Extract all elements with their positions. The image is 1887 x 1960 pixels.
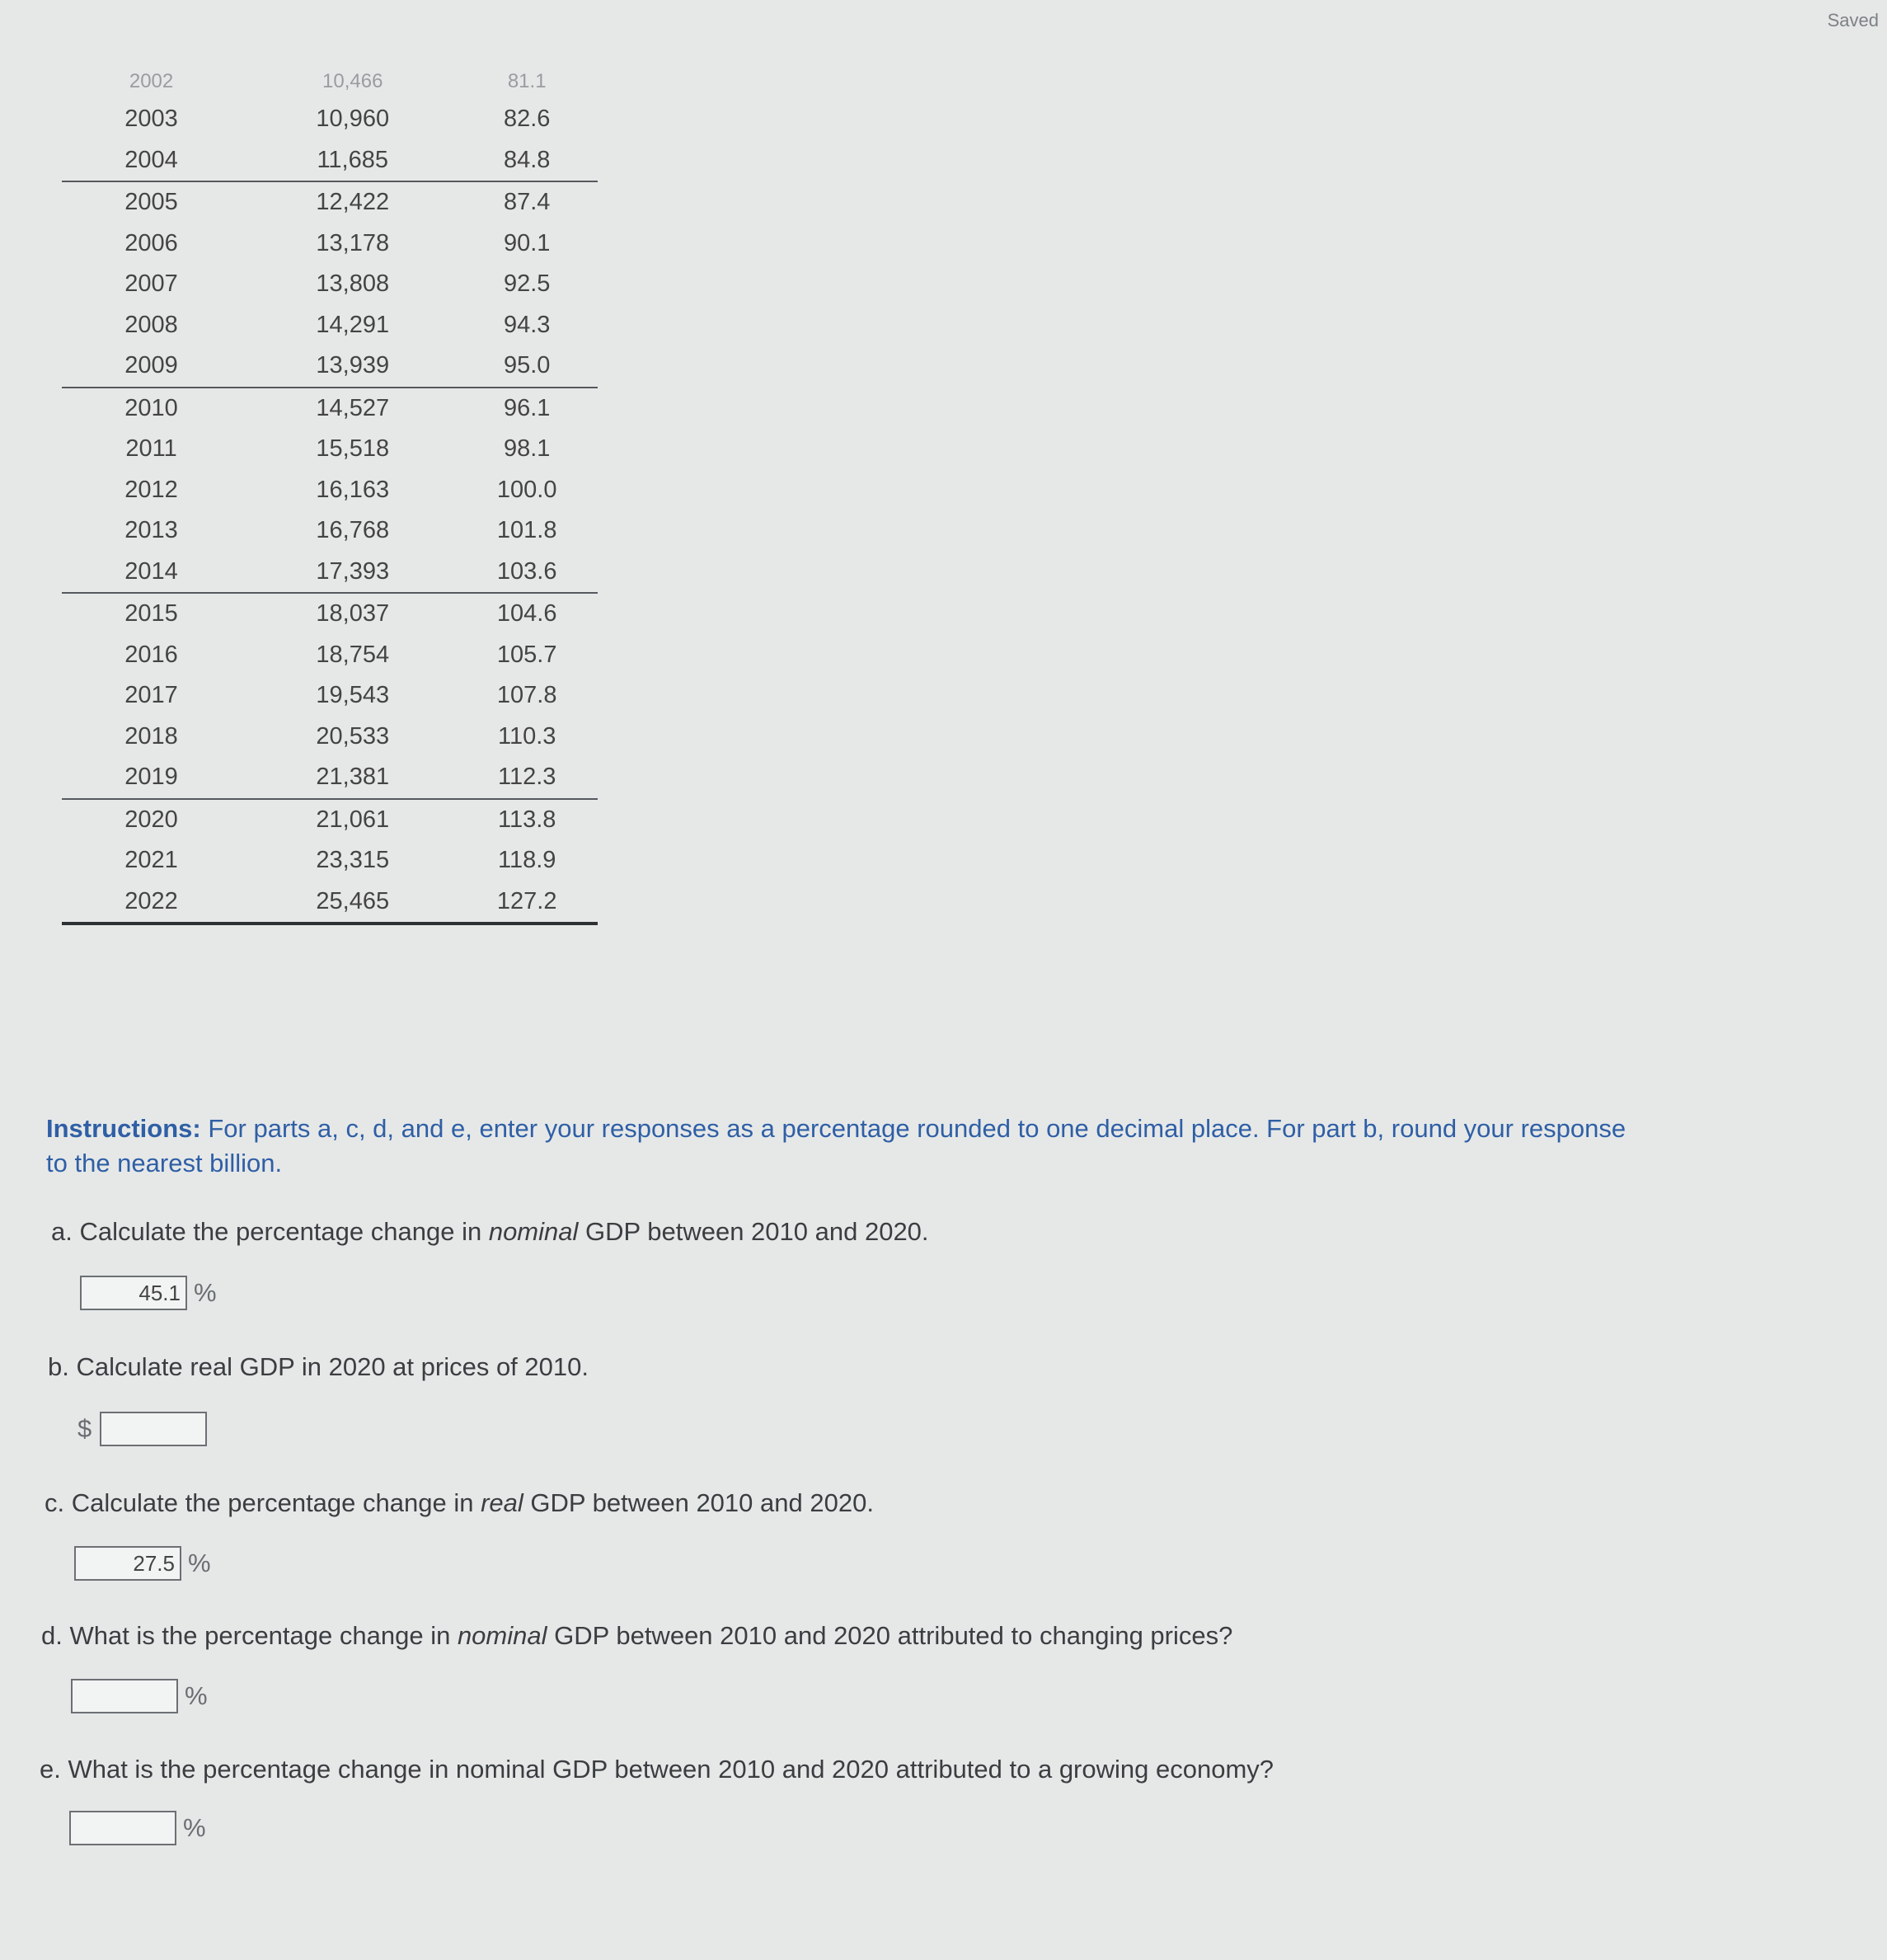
question-a: a. Calculate the percentage change in nominal GDP between 2010 and 2020. bbox=[51, 1217, 929, 1246]
answer-b-input[interactable] bbox=[100, 1412, 207, 1446]
gdp-deflator-cell: 82.6 bbox=[503, 106, 551, 133]
question-b: b. Calculate real GDP in 2020 at prices of 2010. bbox=[48, 1352, 589, 1381]
year-cell: 2003 bbox=[124, 106, 178, 133]
table-row bbox=[62, 799, 598, 841]
gdp-deflator-cell: 87.4 bbox=[503, 189, 551, 216]
table-row bbox=[62, 510, 598, 552]
nominal-gdp-cell: 20,533 bbox=[316, 722, 390, 750]
table-row bbox=[62, 552, 598, 594]
gdp-deflator-cell: 98.1 bbox=[503, 435, 551, 463]
gdp-deflator-cell: 113.8 bbox=[497, 806, 556, 833]
gdp-deflator-cell: 110.3 bbox=[497, 722, 556, 750]
dollar-sign: $ bbox=[77, 1414, 92, 1443]
nominal-gdp-cell: 18,037 bbox=[316, 600, 390, 627]
answer-a-input[interactable] bbox=[80, 1276, 187, 1310]
answer-d-row bbox=[71, 1679, 208, 1713]
nominal-gdp-cell: 13,178 bbox=[316, 229, 390, 256]
gdp-data-table bbox=[62, 64, 598, 925]
year-cell: 2011 bbox=[125, 435, 177, 463]
nominal-gdp-cell: 14,527 bbox=[316, 394, 390, 421]
gdp-deflator-cell: 101.8 bbox=[496, 517, 557, 544]
nominal-gdp-cell: 12,422 bbox=[316, 189, 390, 216]
gdp-deflator-cell: 84.8 bbox=[431, 140, 598, 182]
gdp-deflator-cell: 90.1 bbox=[503, 229, 551, 256]
table-row bbox=[62, 140, 598, 182]
nominal-gdp-cell: 21,381 bbox=[274, 757, 431, 799]
percent-unit: % bbox=[188, 1549, 211, 1577]
nominal-gdp-cell: 16,163 bbox=[316, 476, 390, 503]
gdp-deflator-cell: 95.0 bbox=[431, 345, 598, 388]
gdp-deflator-cell: 96.1 bbox=[503, 394, 551, 421]
year-cell: 2017 bbox=[124, 682, 178, 709]
gdp-deflator-cell: 100.0 bbox=[496, 476, 557, 503]
nominal-gdp-cell: 19,543 bbox=[316, 682, 390, 709]
answer-c-row bbox=[74, 1546, 211, 1581]
table-row bbox=[62, 181, 598, 223]
nominal-gdp-cell: 10,466 bbox=[322, 70, 383, 92]
table-row bbox=[62, 635, 598, 676]
table-row bbox=[62, 840, 598, 881]
table-row bbox=[62, 757, 598, 799]
year-cell: 2007 bbox=[124, 270, 178, 298]
gdp-deflator-cell: 81.1 bbox=[507, 70, 547, 92]
instructions-text: For parts a, c, d, and e, enter your responses as a percentage rounded to one decimal place. For part b, round your response to the nearest billion. bbox=[46, 1114, 1626, 1177]
gdp-deflator-cell: 112.3 bbox=[431, 757, 598, 799]
year-cell: 2020 bbox=[124, 806, 178, 833]
year-cell: 2022 bbox=[62, 881, 274, 924]
year-cell: 2018 bbox=[124, 722, 178, 750]
gdp-deflator-cell: 127.2 bbox=[431, 881, 598, 924]
gdp-deflator-cell: 92.5 bbox=[503, 270, 551, 298]
gdp-deflator-cell: 103.6 bbox=[431, 552, 598, 594]
nominal-gdp-cell: 10,960 bbox=[316, 106, 390, 133]
table-row bbox=[62, 223, 598, 265]
table-row bbox=[62, 881, 598, 924]
year-cell: 2006 bbox=[124, 229, 178, 256]
year-cell: 2016 bbox=[124, 641, 178, 668]
gdp-deflator-cell: 118.9 bbox=[497, 847, 556, 874]
table-row bbox=[62, 345, 598, 388]
nominal-gdp-cell: 16,768 bbox=[316, 517, 390, 544]
year-cell: 2010 bbox=[124, 394, 178, 421]
percent-unit: % bbox=[183, 1813, 206, 1842]
nominal-gdp-cell: 25,465 bbox=[274, 881, 431, 924]
answer-c-input[interactable] bbox=[74, 1546, 181, 1581]
answer-e-input[interactable] bbox=[69, 1811, 176, 1845]
year-cell: 2004 bbox=[62, 140, 274, 182]
nominal-gdp-cell: 13,939 bbox=[274, 345, 431, 388]
gdp-deflator-cell: 105.7 bbox=[496, 641, 557, 668]
year-cell: 2014 bbox=[62, 552, 274, 594]
instructions-label: Instructions: bbox=[46, 1114, 201, 1143]
year-cell: 2005 bbox=[124, 189, 178, 216]
question-d: d. What is the percentage change in nominal GDP between 2010 and 2020 attributed to changing prices? bbox=[41, 1621, 1233, 1650]
answer-e-row bbox=[69, 1811, 206, 1845]
table-row bbox=[62, 470, 598, 511]
nominal-gdp-cell: 11,685 bbox=[274, 140, 431, 182]
answer-b-row bbox=[77, 1412, 207, 1446]
nominal-gdp-cell: 21,061 bbox=[316, 806, 390, 833]
year-cell: 2009 bbox=[62, 345, 274, 388]
nominal-gdp-cell: 17,393 bbox=[274, 552, 431, 594]
year-cell: 2021 bbox=[124, 847, 178, 874]
table-row bbox=[62, 593, 598, 635]
table-row bbox=[62, 264, 598, 305]
percent-unit: % bbox=[194, 1278, 217, 1307]
nominal-gdp-cell: 13,808 bbox=[316, 270, 390, 298]
table-row bbox=[62, 675, 598, 717]
saved-status: Saved bbox=[1827, 10, 1879, 31]
table-row bbox=[62, 429, 598, 470]
nominal-gdp-cell: 23,315 bbox=[316, 847, 390, 874]
year-cell: 2002 bbox=[129, 70, 174, 92]
gdp-deflator-cell: 104.6 bbox=[496, 600, 557, 627]
instructions bbox=[46, 1112, 1629, 1181]
answer-d-input[interactable] bbox=[71, 1679, 178, 1713]
nominal-gdp-cell: 18,754 bbox=[316, 641, 390, 668]
year-cell: 2015 bbox=[124, 600, 178, 627]
nominal-gdp-cell: 15,518 bbox=[316, 435, 390, 463]
table-row bbox=[62, 388, 598, 430]
table-row bbox=[62, 64, 598, 99]
year-cell: 2008 bbox=[124, 311, 178, 338]
year-cell: 2012 bbox=[124, 476, 178, 503]
year-cell: 2019 bbox=[62, 757, 274, 799]
nominal-gdp-cell: 14,291 bbox=[316, 311, 390, 338]
gdp-deflator-cell: 94.3 bbox=[503, 311, 551, 338]
gdp-deflator-cell: 107.8 bbox=[496, 682, 557, 709]
year-cell: 2013 bbox=[124, 517, 178, 544]
answer-a-row bbox=[80, 1276, 217, 1310]
table-row bbox=[62, 717, 598, 758]
question-e: e. What is the percentage change in nominal GDP between 2010 and 2020 attributed to a growing economy? bbox=[40, 1755, 1274, 1784]
question-c: c. Calculate the percentage change in real GDP between 2010 and 2020. bbox=[45, 1488, 874, 1517]
table-row bbox=[62, 99, 598, 140]
table-row bbox=[62, 305, 598, 346]
percent-unit: % bbox=[185, 1681, 208, 1710]
